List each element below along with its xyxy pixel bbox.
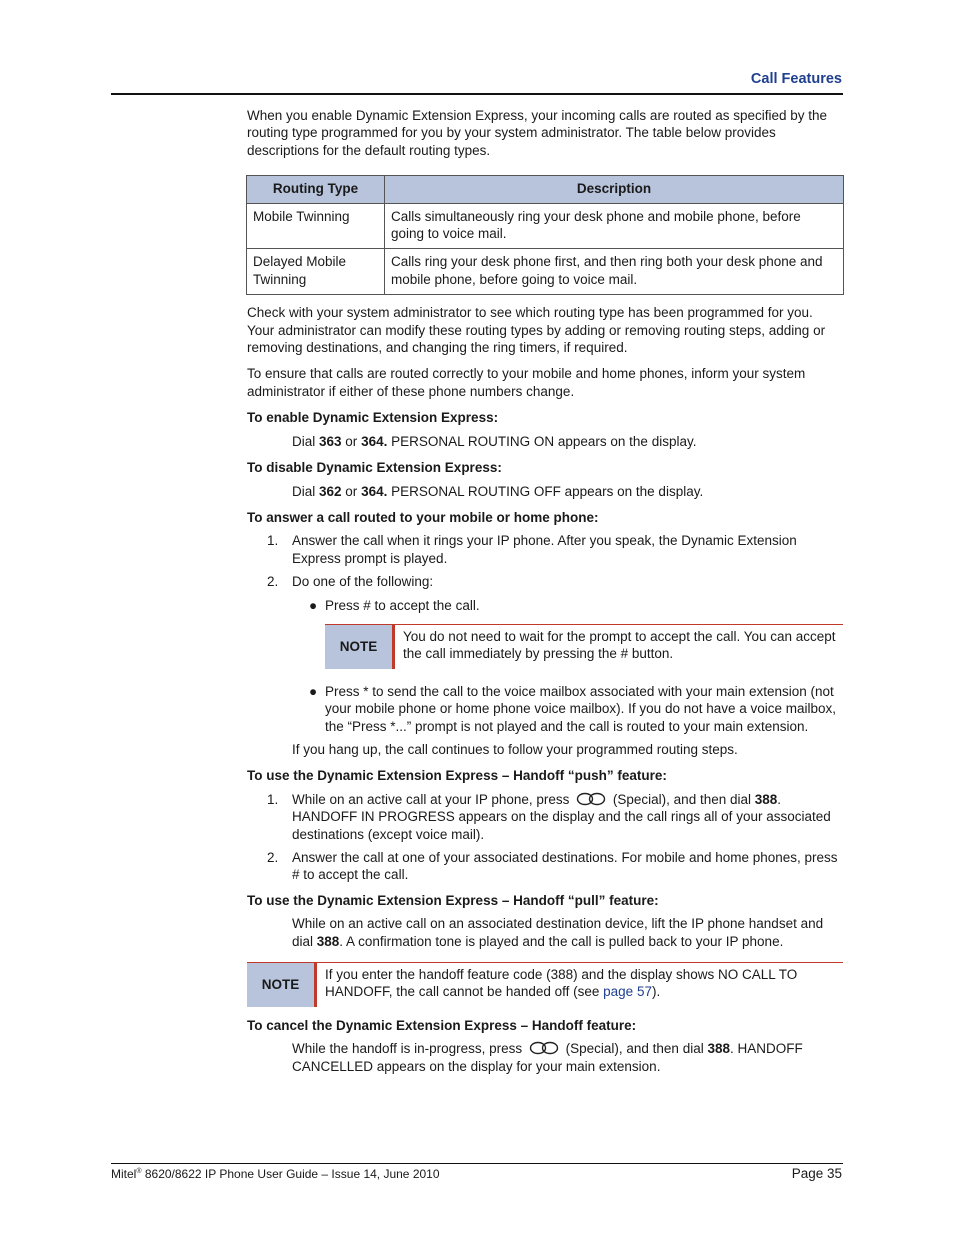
feature-code: 388 [316,933,340,949]
answer-options [247,683,843,735]
pull-heading: To use the Dynamic Extension Express – Handoff “pull” feature: [247,892,659,908]
hangup-text: If you hang up, the call continues to follow your programmed routing steps. [292,741,738,757]
routing-types-table [246,175,844,295]
document-name: 8620/8622 IP Phone User Guide – Issue 14, June 2010 [141,1167,440,1181]
step-text: Answer the call at one of your associated destinations. For mobile and home phones, press # to accept the call. [292,850,838,883]
table-row [247,249,844,295]
feature-code: 388 [707,1041,730,1057]
dial-text: Dial [292,433,320,449]
note-label: NOTE [247,963,317,1007]
bullet-icon: ● [309,683,318,699]
step-text: (Special), and then dial [609,791,755,807]
column-header-description: Description [385,176,844,203]
answer-options [247,597,843,614]
or-text: or [341,433,362,449]
enable-instruction [292,433,843,450]
table-row [247,203,844,249]
page-header-title: Call Features [750,71,842,87]
list-item [247,532,843,567]
note-box [325,624,843,669]
table-header-row [247,176,844,203]
cancel-text: . HANDOFF CANCELLED appears on the display for your main extension. [292,1041,803,1074]
feature-code: 362 [319,483,342,499]
cancel-heading: To cancel the Dynamic Extension Express – Handoff feature: [247,1017,637,1033]
answer-heading: To answer a call routed to your mobile or home phone: [247,509,599,525]
display-text: PERSONAL ROUTING ON appears on the display. [387,433,697,449]
admin-paragraph: Check with your system administrator to see which routing type has been programmed for you. Your administrator can modify these routing types by adding or removing routing steps, adding or removing destinations, and changing the ring timers, if required. [247,305,826,356]
special-key-icon [576,792,606,806]
list-item [247,849,843,884]
pull-text: While on an active call on an associated destination device, lift the IP phone handset and dial [292,916,824,949]
pull-instruction [292,915,843,950]
cancel-text: (Special), and then dial [561,1041,708,1057]
step-number: 1. [267,533,279,549]
note-text-part: ). [651,984,661,1000]
note-box [247,962,843,1007]
list-item [247,573,843,590]
footer-rule [111,1163,843,1164]
pull-text: . A confirmation tone is played and the call is pulled back to your IP phone. [339,933,784,949]
disable-instruction [292,483,843,500]
page-link[interactable]: page 57 [603,984,652,1000]
feature-code: 388 [754,791,778,807]
header-rule [111,93,843,95]
routing-type-cell: Delayed Mobile Twinning [247,249,385,295]
enable-heading: To enable Dynamic Extension Express: [247,410,499,426]
push-heading: To use the Dynamic Extension Express – Handoff “push” feature: [247,768,667,784]
push-steps [247,791,843,884]
inform-paragraph: To ensure that calls are routed correctly to your mobile and home phones, inform your system administrator if either of these phone numbers change. [247,366,806,399]
note-text-part: If you enter the handoff feature code (388) and the display shows NO CALL TO HANDOFF, the call cannot be handed off (see [325,967,798,1000]
step-number: 1. [267,791,279,807]
brand-name: Mitel [111,1167,137,1181]
note-label: NOTE [325,625,395,669]
feature-code: 364. [361,433,388,449]
column-header-routing-type: Routing Type [247,176,385,203]
cancel-instruction [292,1040,843,1075]
feature-code: 364. [361,483,388,499]
note-text: You do not need to wait for the prompt to accept the call. You can accept the call immediately by pressing the # button. [403,628,836,662]
step-number: 2. [267,850,279,865]
or-text: or [341,483,362,499]
step-text: While on an active call at your IP phone, press [292,791,574,807]
list-item [247,597,843,614]
step-text: Do one of the following: [292,574,434,590]
registered-mark: ® [136,1168,142,1175]
step-text: Answer the call when it rings your IP phone. After you speak, the Dynamic Extension Express prompt is played. [292,533,797,566]
routing-type-cell: Mobile Twinning [247,203,385,249]
display-text: PERSONAL ROUTING OFF appears on the display. [387,483,704,499]
step-number: 2. [267,574,279,590]
answer-steps [247,532,843,590]
note-text [317,963,843,1007]
feature-code: 363 [319,433,342,449]
intro-paragraph: When you enable Dynamic Extension Express, your incoming calls are routed as specified by the routing type programmed for you by your system administrator. The table below provides descriptions for the default routing types. [247,108,828,158]
disable-heading: To disable Dynamic Extension Express: [247,460,502,476]
page-number: Page 35 [791,1166,842,1181]
step-text: . HANDOFF IN PROGRESS appears on the display and the call rings all of your associated destinations (except voice mail). [292,791,831,842]
list-item [247,791,843,843]
description-cell: Calls simultaneously ring your desk phone and mobile phone, before going to voice mail. [385,203,844,249]
bullet-text: Press * to send the call to the voice mailbox associated with your main extension (not your mobile phone or home phone voice mailbox). If you do not have a voice mailbox, the “Press *...” prompt is not played and the call is routed to your main extension. [325,683,837,734]
list-item [247,683,843,735]
page-content [247,107,843,1075]
bullet-icon: ● [309,597,318,613]
special-key-icon [529,1041,559,1055]
footer-document-title [111,1167,440,1181]
dial-text: Dial [292,483,320,499]
bullet-text: Press # to accept the call. [325,597,480,613]
description-cell: Calls ring your desk phone first, and then ring both your desk phone and mobile phone, before going to voice mail. [385,249,844,295]
cancel-text: While the handoff is in-progress, press [292,1041,526,1057]
